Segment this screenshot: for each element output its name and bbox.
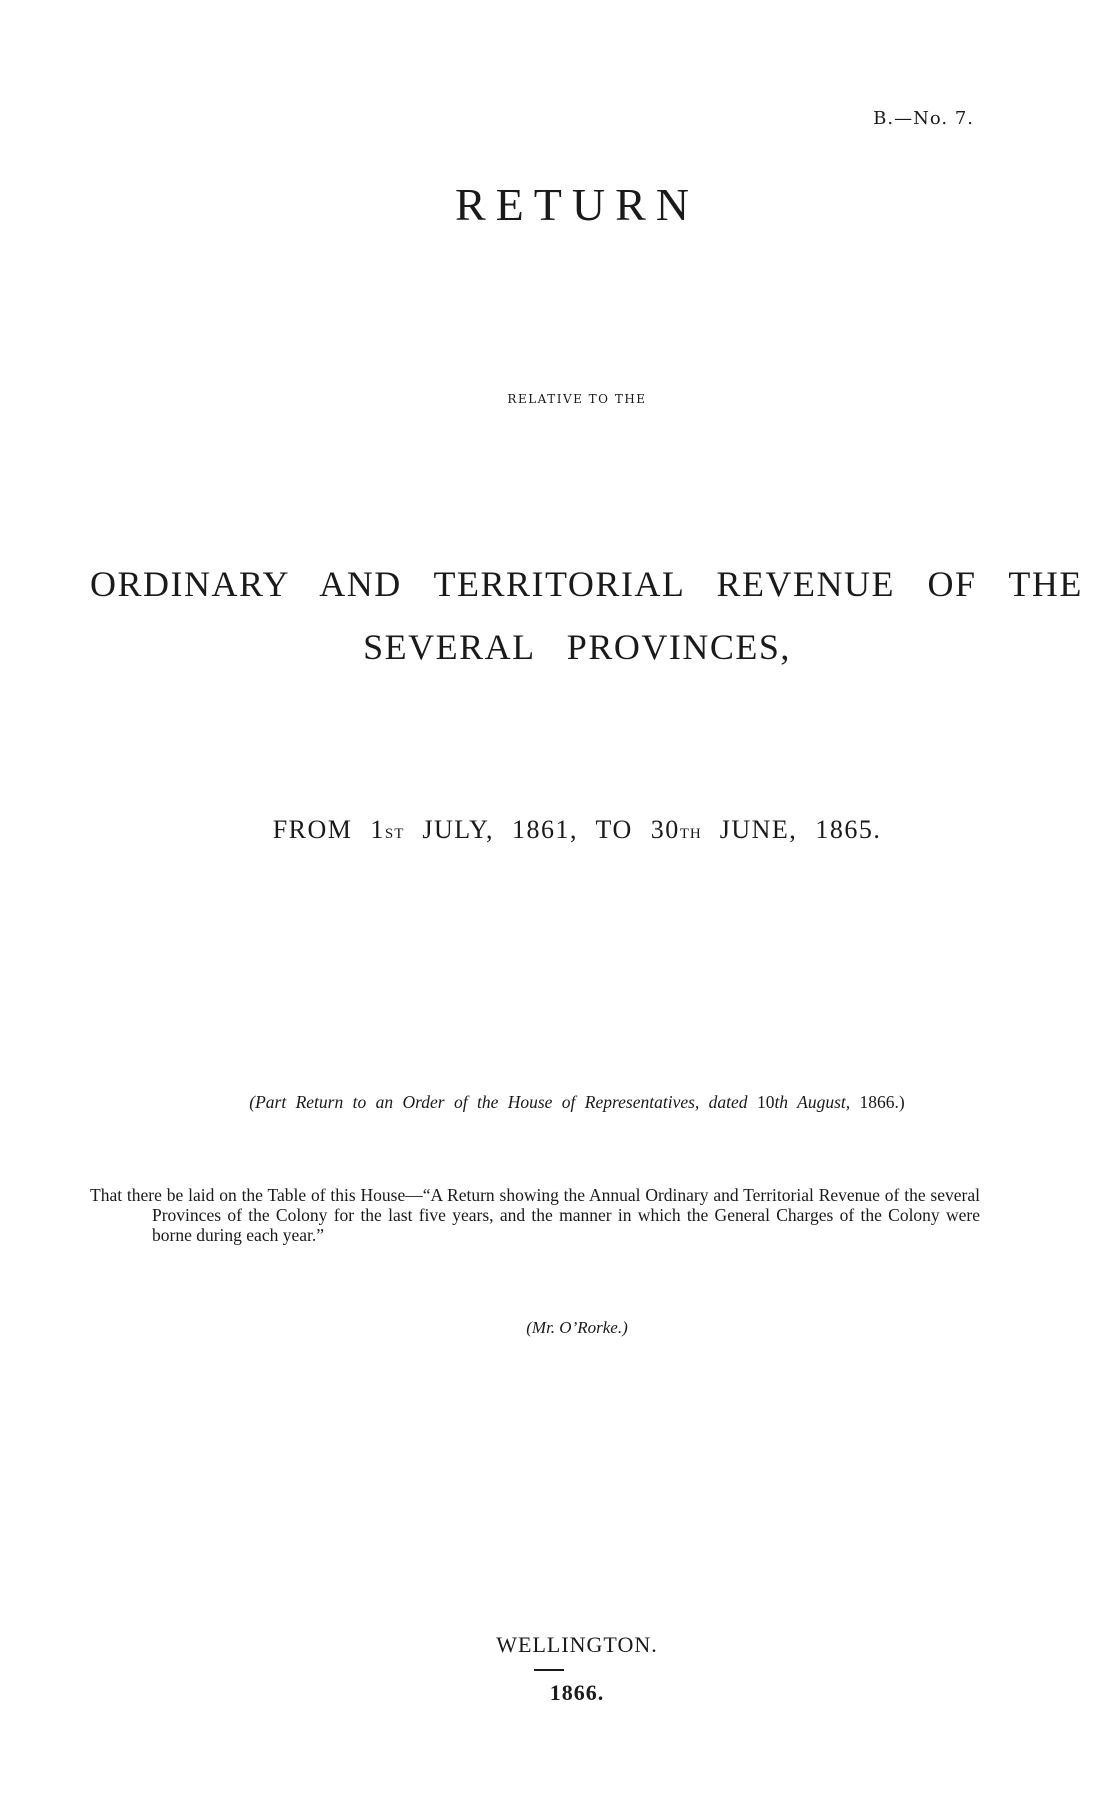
motion-paragraph: That there be laid on the Table of this House—“A Return showing the Annual Ordinary and Territorial Revenue of the several Provinces of the Colony for the last five years, and the manner in which the General Charges of the Colony were borne during each year.” [90, 1185, 980, 1245]
page-title: RETURN [455, 179, 699, 230]
start-month: JULY, [422, 815, 495, 844]
start-year: 1861, [512, 815, 579, 844]
document-number: B.—No. 7. [873, 108, 974, 129]
order-note [0, 1092, 1114, 1113]
imprint-rule [534, 1669, 564, 1671]
subject-heading-line-2: SEVERAL PROVINCES, [363, 627, 791, 667]
start-day-suffix: ST [384, 826, 405, 842]
date-to-word: TO [595, 815, 633, 844]
end-year: 1865. [815, 815, 882, 844]
order-year: 1866.) [859, 1092, 905, 1112]
end-day-suffix: TH [679, 826, 702, 842]
end-day: 30 [650, 815, 680, 844]
imprint-year: 1866. [549, 1680, 605, 1705]
mover-attribution: (Mr. O’Rorke.) [526, 1318, 628, 1337]
imprint-place: WELLINGTON. [496, 1632, 658, 1657]
end-month: JUNE, [719, 815, 798, 844]
relative-to-caption: RELATIVE TO THE [507, 392, 647, 406]
start-day: 1 [370, 815, 385, 844]
order-day-suffix: th [774, 1092, 789, 1112]
order-note-text: (Part Return to an Order of the House of Representatives, dated [249, 1092, 748, 1112]
subject-heading-line-1: ORDINARY AND TERRITORIAL REVENUE OF THE [90, 564, 1083, 604]
start-date [370, 815, 404, 844]
date-range [0, 815, 1114, 845]
order-day: 10 [756, 1092, 775, 1112]
order-month: August, [797, 1092, 851, 1112]
date-from-word: FROM [272, 815, 353, 844]
end-date [651, 815, 702, 844]
